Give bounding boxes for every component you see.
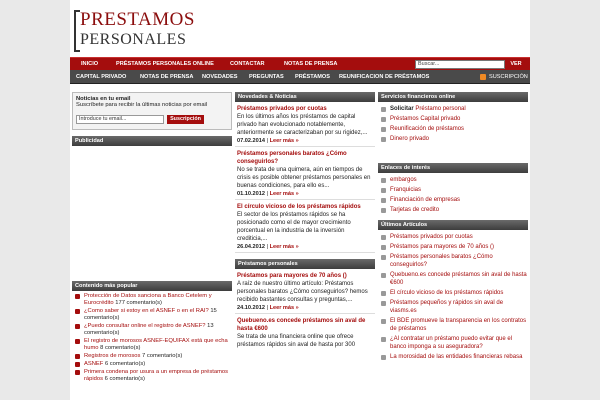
post-date: 07.02.2014 [237, 138, 265, 144]
post-title[interactable]: Préstamos para mayores de 70 años () [237, 273, 347, 279]
search-button[interactable]: VER [510, 61, 522, 67]
bullet-icon [381, 127, 386, 132]
newsletter-box [72, 92, 232, 130]
rss-subscription-link[interactable]: SUSCRIPCIÓN [489, 74, 528, 80]
nav-prestamos-online[interactable]: PRÉSTAMOS PERSONALES ONLINE [116, 61, 214, 67]
popular-list [72, 291, 232, 383]
popular-link[interactable]: Registros de morosos [84, 353, 141, 359]
list-item[interactable] [381, 243, 528, 251]
post-excerpt: A raíz de nuestro último artículo: Préstamos personales baratos ¿Cómo conseguirlos? hemos recibido bastantes consultas y preguntas,... [237, 281, 368, 303]
ad-space [72, 146, 232, 281]
service-link[interactable]: Reunificación de préstamos [390, 126, 465, 132]
bullet-icon [75, 294, 80, 299]
list-item[interactable] [381, 176, 528, 184]
logo-line1: PRESTAMOS [80, 9, 195, 30]
bullet-icon [381, 188, 386, 193]
post-title[interactable]: Préstamos privados por cuotas [237, 106, 327, 112]
bullet-icon [75, 362, 80, 367]
bullet-icon [381, 301, 386, 306]
list-item [75, 323, 232, 337]
news-post [235, 147, 375, 200]
post-excerpt: En los últimos años los préstamos de capital privado han evolucionado notablemente, anteriormente se caracterizaban por su rigidez,... [237, 114, 368, 136]
personal-post [235, 269, 375, 314]
read-more-link[interactable]: Leer más » [269, 191, 299, 197]
comment-count: 13 comentario(s) [84, 323, 214, 336]
post-date: 26.04.2012 [237, 244, 265, 250]
middle-column [235, 92, 375, 349]
list-item[interactable] [381, 206, 528, 214]
post-date: 24.10.2012 [237, 305, 265, 311]
latest-link[interactable]: El BDE promueve la transparencia en los contratos de préstamos [390, 318, 527, 332]
popular-header: Contenido más popular [72, 281, 232, 291]
interest-link[interactable]: Tarjetas de credito [390, 207, 440, 213]
site-logo[interactable] [74, 10, 195, 52]
latest-link[interactable]: Préstamos privados por cuotas [390, 234, 473, 240]
bullet-icon [381, 245, 386, 250]
post-date: 01.10.2012 [237, 191, 265, 197]
nav-capital-privado[interactable]: CAPITAL PRIVADO [76, 74, 127, 80]
latest-header: Últimos Artículos [378, 220, 528, 230]
latest-link[interactable]: ¿Al contratar un préstamo puedo evitar que el banco imponga a su aseguradora? [390, 336, 513, 350]
bullet-icon [75, 339, 80, 344]
nav-reunificacion[interactable]: REUNIFICACION DE PRÉSTAMOS [339, 74, 430, 80]
nav-inicio[interactable]: INICIO [81, 61, 99, 67]
bullet-icon [75, 309, 80, 314]
bullet-icon [381, 291, 386, 296]
list-item[interactable] [381, 299, 528, 315]
post-meta: 01.10.2012 | Leer más » [237, 191, 299, 197]
nav-notas-de-prensa[interactable]: NOTAS DE PRENSA [140, 74, 194, 80]
bullet-icon [75, 324, 80, 329]
page [70, 0, 530, 400]
service-link[interactable]: Dinero privado [390, 136, 430, 142]
post-meta: 07.02.2014 | Leer más » [237, 138, 299, 144]
interest-link[interactable]: Financiación de empresas [390, 197, 461, 203]
comment-count: 7 comentario(s) [140, 353, 183, 359]
popular-link[interactable]: El registro de morosos ASNEF-EQUIFAX está que echa humo [84, 338, 228, 351]
bullet-icon [381, 235, 386, 240]
links-header: Enlaces de interés [378, 163, 528, 173]
newsletter-title: Noticias en tu email [76, 96, 131, 102]
interest-link[interactable]: Franquicias [390, 187, 422, 193]
list-item [75, 338, 232, 352]
bullet-icon [381, 355, 386, 360]
comment-count: 6 comentario(s) [103, 361, 146, 367]
comment-count: 8 comentario(s) [98, 345, 141, 351]
post-meta: 24.10.2012 | Leer más » [237, 305, 299, 311]
list-item[interactable] [381, 317, 528, 333]
list-item [75, 353, 232, 360]
bullet-icon [381, 337, 386, 342]
list-item[interactable] [381, 253, 528, 269]
services-header: Servicios financieros online [378, 92, 528, 102]
bullet-icon [381, 107, 386, 112]
list-item [75, 293, 232, 307]
latest-link[interactable]: Préstamos personales baratos ¿Cómo conseguirlos? [390, 254, 493, 268]
personal-header: Préstamos personales [235, 259, 375, 269]
interest-link[interactable]: embargos [390, 177, 417, 183]
list-item [75, 361, 232, 368]
service-bold: Solicitar [390, 106, 414, 112]
comment-count: 6 comentario(s) [103, 376, 145, 382]
popular-link[interactable]: ¿Puedo consultar online el registro de ASNEF? [84, 323, 206, 329]
list-item[interactable] [381, 115, 528, 123]
service-link[interactable]: Préstamo personal [413, 106, 466, 112]
list-item[interactable] [381, 335, 528, 351]
bullet-icon [381, 198, 386, 203]
personal-post [235, 314, 375, 349]
links-list [378, 173, 528, 214]
list-item[interactable] [381, 135, 528, 143]
list-item[interactable] [381, 271, 528, 287]
popular-link[interactable]: Protección de Datos sanciona a Banco Cetelem y Eurocrédito [84, 293, 212, 306]
post-title[interactable]: Quebueno.es concede préstamos sin aval de hasta €600 [237, 318, 366, 332]
comment-count: 177 comentario(s) [113, 300, 162, 306]
read-more-link[interactable]: Leer más » [269, 244, 299, 250]
post-title[interactable]: Préstamos personales baratos ¿Cómo conseguirlos? [237, 151, 347, 165]
popular-link[interactable]: ASNEF [84, 361, 104, 367]
latest-link[interactable]: La morosidad de las entidades financieras rebasa [390, 354, 523, 360]
list-item[interactable] [381, 353, 528, 361]
bullet-icon [381, 208, 386, 213]
logo-line2: PERSONALES [80, 31, 187, 48]
bullet-icon [381, 255, 386, 260]
logo-bracket-top [74, 10, 80, 12]
latest-link[interactable]: Préstamos para mayores de 70 años () [390, 244, 495, 250]
news-post [235, 102, 375, 147]
nav-preguntas[interactable]: PREGUNTAS [249, 74, 284, 80]
nav-novedades[interactable]: NOVEDADES [202, 74, 238, 80]
publicidad-header: Publicidad [72, 136, 232, 146]
newsletter-description: Suscríbete para recibir la últimas noticias por email [76, 102, 208, 108]
bullet-icon [381, 137, 386, 142]
search-input[interactable]: Buscar... [415, 60, 505, 69]
bullet-icon [381, 117, 386, 122]
read-more-link[interactable]: Leer más » [269, 305, 299, 311]
bullet-icon [381, 273, 386, 278]
post-excerpt: El sector de los préstamos rápidos se ha posicionado como el de mayor crecimiento porcentual en la industria de la inversión crediticia,... [237, 212, 351, 242]
comment-count: 15 comentario(s) [84, 308, 217, 321]
latest-link[interactable]: El círculo vicioso de los préstamos rápidos [390, 290, 504, 296]
news-post [235, 200, 375, 253]
list-item[interactable] [381, 186, 528, 194]
right-column [378, 92, 528, 363]
rss-icon[interactable] [480, 74, 486, 80]
latest-link[interactable]: Quebueno.es concede préstamos sin aval de hasta €600 [390, 272, 527, 286]
post-excerpt: No se trata de una quimera, aún en tiempos de crisis es posible obtener préstamos personales en buenas condiciones, para ello es... [237, 167, 371, 189]
bullet-icon [75, 354, 80, 359]
list-item[interactable] [381, 105, 528, 113]
nav-contactar[interactable]: CONTACTAR [230, 61, 265, 67]
read-more-link[interactable]: Leer más » [269, 138, 299, 144]
post-meta: 26.04.2012 | Leer más » [237, 244, 299, 250]
list-item [75, 308, 232, 322]
post-title[interactable]: El círculo vicioso de los préstamos rápidos [237, 204, 361, 210]
list-item[interactable] [381, 196, 528, 204]
latest-link[interactable]: Préstamos pequeños y rápidos sin aval de viasms.es [390, 300, 504, 314]
bullet-icon [381, 178, 386, 183]
nav-notas-prensa[interactable]: NOTAS DE PRENSA [284, 61, 338, 67]
popular-link[interactable]: ¿Como saber si estoy en el ASNEF o en el RAI? [84, 308, 209, 314]
list-item[interactable] [381, 233, 528, 241]
latest-list [378, 230, 528, 361]
news-header: Novedades & Noticias [235, 92, 375, 102]
primary-nav [70, 57, 530, 70]
secondary-nav [70, 70, 530, 84]
newsletter-subscribe-button[interactable]: Suscripción [167, 115, 204, 124]
list-item [75, 369, 232, 383]
list-item[interactable] [381, 289, 528, 297]
services-list [378, 102, 528, 143]
left-column [72, 92, 232, 384]
popular-link[interactable]: Primera condena por usura a un empresa de préstamos rápidos [84, 369, 229, 382]
service-link[interactable]: Préstamos Capital privado [390, 116, 461, 122]
logo-bracket-bottom [74, 50, 80, 52]
list-item[interactable] [381, 125, 528, 133]
bullet-icon [75, 370, 80, 375]
newsletter-email-input[interactable]: Introduce tu email... [76, 115, 164, 124]
nav-prestamos[interactable]: PRÉSTAMOS [295, 74, 331, 80]
post-excerpt: Se trata de una financiera online que ofrece préstamos rápidos sin aval de hasta por 300 [237, 334, 356, 348]
bullet-icon [381, 319, 386, 324]
